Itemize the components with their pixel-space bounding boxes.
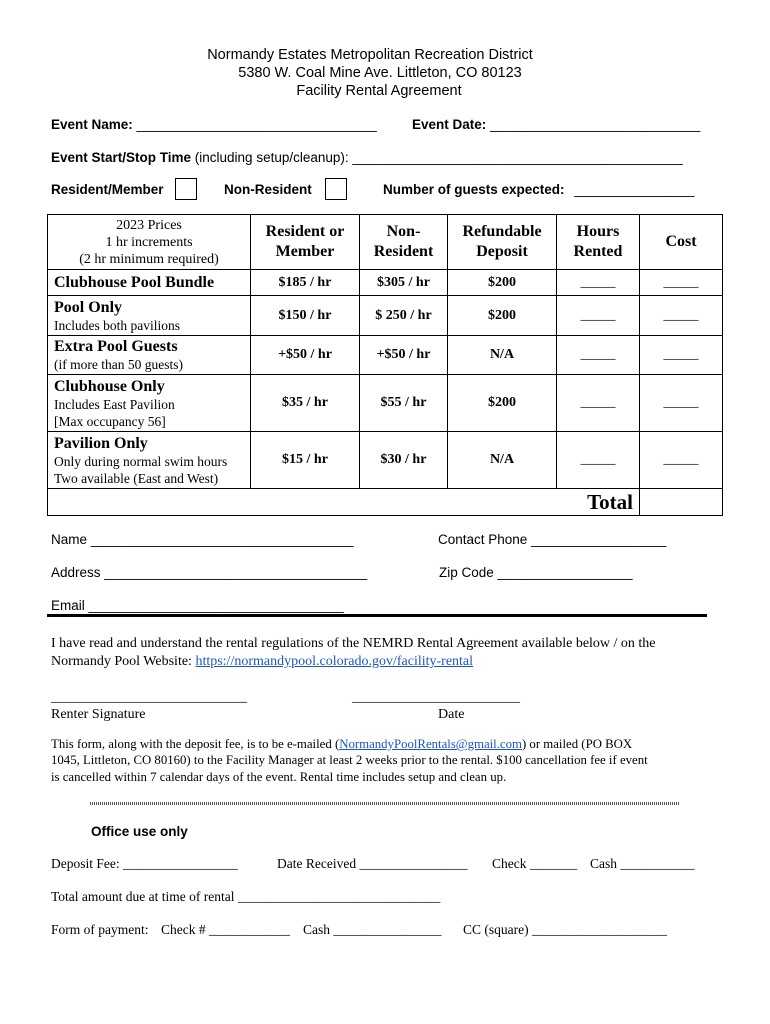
cost-header: Cost bbox=[640, 215, 723, 270]
package-note: (if more than 50 guests) bbox=[54, 357, 183, 372]
guests-field[interactable]: ________________ bbox=[574, 182, 695, 197]
phone-row bbox=[438, 532, 666, 547]
section-divider bbox=[47, 614, 707, 617]
zip-row bbox=[439, 565, 633, 580]
table-row bbox=[48, 375, 723, 432]
hours-field[interactable]: _____ bbox=[557, 375, 640, 432]
package-note: Includes both pavilions bbox=[54, 317, 180, 333]
nonresident-header: Non-Resident bbox=[360, 215, 448, 270]
signature-label: Renter Signature bbox=[51, 707, 146, 722]
nonresident-price: $30 / hr bbox=[360, 432, 448, 489]
hours-field[interactable]: _____ bbox=[557, 432, 640, 489]
signature-field[interactable]: ____________________________ bbox=[51, 690, 247, 705]
rental-email-link[interactable]: NormandyPoolRentals@gmail.com bbox=[339, 737, 522, 751]
nonresident-checkbox[interactable] bbox=[325, 178, 347, 200]
resident-price: +$50 / hr bbox=[251, 336, 360, 375]
email-row bbox=[51, 598, 344, 613]
cost-field[interactable]: _____ bbox=[640, 336, 723, 375]
resident-label: Resident/Member bbox=[51, 182, 164, 197]
agreement-text: I have read and understand the rental regulations of the NEMRD Rental Agreement available below / on the bbox=[51, 636, 656, 651]
nonresident-price: $305 / hr bbox=[360, 270, 448, 296]
deposit-value: N/A bbox=[448, 336, 557, 375]
total-row bbox=[48, 489, 723, 516]
event-time-note: (including setup/cleanup): bbox=[191, 150, 349, 165]
name-row bbox=[51, 532, 354, 547]
nonresident-price: +$50 / hr bbox=[360, 336, 448, 375]
event-name-field[interactable]: ________________________________ bbox=[136, 117, 377, 132]
agreement-website-label: Normandy Pool Website: bbox=[51, 654, 196, 669]
dotted-divider bbox=[90, 802, 680, 805]
org-name: Normandy Estates Metropolitan Recreation District bbox=[207, 47, 533, 63]
address-label: Address bbox=[51, 565, 101, 580]
signature-date-label: Date bbox=[438, 707, 465, 722]
hours-field[interactable]: _____ bbox=[557, 296, 640, 336]
deposit-value: $200 bbox=[448, 375, 557, 432]
facility-rental-link[interactable]: https://normandypool.colorado.gov/facility-rental bbox=[195, 654, 474, 669]
table-row bbox=[48, 270, 723, 296]
resident-checkbox[interactable] bbox=[175, 178, 197, 200]
zip-label: Zip Code bbox=[439, 565, 494, 580]
payment-cc-field[interactable]: CC (square) ____________________ bbox=[463, 922, 667, 937]
deposit-value: $200 bbox=[448, 296, 557, 336]
deposit-value: N/A bbox=[448, 432, 557, 489]
hours-field[interactable]: _____ bbox=[557, 270, 640, 296]
event-date-label: Event Date: bbox=[412, 117, 487, 132]
hours-header: Hours Rented bbox=[557, 215, 640, 270]
table-row bbox=[48, 336, 723, 375]
nonresident-price: $ 250 / hr bbox=[360, 296, 448, 336]
payment-check-field[interactable]: Check # ____________ bbox=[161, 922, 290, 937]
package-name: Pavilion Only bbox=[54, 434, 148, 452]
payment-cash-field[interactable]: Cash ________________ bbox=[303, 922, 442, 937]
cost-field[interactable]: _____ bbox=[640, 270, 723, 296]
total-field[interactable] bbox=[640, 489, 723, 516]
package-note: Includes East Pavilion bbox=[54, 396, 175, 412]
package-name: Clubhouse Pool Bundle bbox=[54, 274, 215, 291]
resident-header: Resident or Member bbox=[251, 215, 360, 270]
prices-header bbox=[48, 215, 251, 270]
event-time-row bbox=[51, 150, 683, 165]
phone-field[interactable]: __________________ bbox=[531, 532, 667, 547]
deposit-header: Refundable Deposit bbox=[448, 215, 557, 270]
cost-field[interactable]: _____ bbox=[640, 432, 723, 489]
nonresident-label: Non-Resident bbox=[224, 182, 312, 197]
cost-field[interactable]: _____ bbox=[640, 296, 723, 336]
agreement-website-row bbox=[51, 654, 473, 670]
name-field[interactable]: ___________________________________ bbox=[90, 532, 354, 547]
event-name-label: Event Name: bbox=[51, 117, 133, 132]
cost-field[interactable]: _____ bbox=[640, 375, 723, 432]
price-table bbox=[47, 214, 723, 516]
date-received-field[interactable]: Date Received ________________ bbox=[277, 856, 468, 871]
resident-price: $150 / hr bbox=[251, 296, 360, 336]
table-header-row bbox=[48, 215, 723, 270]
resident-price: $15 / hr bbox=[251, 432, 360, 489]
package-name: Pool Only bbox=[54, 298, 123, 316]
total-label: Total bbox=[48, 489, 640, 516]
office-use-title: Office use only bbox=[91, 824, 188, 839]
instructions-text: This form, along with the deposit fee, is to be e-mailed ( bbox=[51, 737, 340, 751]
email-label: Email bbox=[51, 598, 85, 613]
event-time-label: Event Start/Stop Time bbox=[51, 150, 192, 165]
prices-minimum: (2 hr minimum required) bbox=[79, 251, 219, 267]
package-name: Extra Pool Guests bbox=[54, 338, 178, 355]
email-field[interactable]: __________________________________ bbox=[88, 598, 344, 613]
phone-label: Contact Phone bbox=[438, 532, 528, 547]
payment-label: Form of payment: bbox=[51, 922, 149, 937]
office-cash-field[interactable]: Cash ___________ bbox=[590, 856, 695, 871]
total-due-field[interactable]: Total amount due at time of rental ______________________________ bbox=[51, 889, 441, 904]
hours-field[interactable]: _____ bbox=[557, 336, 640, 375]
nonresident-price: $55 / hr bbox=[360, 375, 448, 432]
prices-year: 2023 Prices bbox=[116, 217, 182, 233]
doc-title: Facility Rental Agreement bbox=[296, 83, 462, 99]
prices-increments: 1 hr increments bbox=[105, 234, 193, 250]
instructions-line-3: is cancelled within 7 calendar days of the event. Rental time includes setup and clean up. bbox=[51, 770, 507, 784]
event-date-field[interactable]: ____________________________ bbox=[490, 117, 701, 132]
office-check-field[interactable]: Check _______ bbox=[492, 856, 578, 871]
guests-label: Number of guests expected: bbox=[383, 182, 565, 197]
package-note: [Max occupancy 56] bbox=[54, 413, 166, 429]
package-name: Clubhouse Only bbox=[54, 377, 165, 395]
signature-date-field[interactable]: ________________________ bbox=[352, 690, 520, 705]
event-date-row bbox=[412, 117, 700, 132]
org-address: 5380 W. Coal Mine Ave. Littleton, CO 80123 bbox=[238, 65, 522, 81]
package-note: Only during normal swim hours bbox=[54, 453, 228, 469]
table-row bbox=[48, 296, 723, 336]
resident-price: $35 / hr bbox=[251, 375, 360, 432]
instructions-line-2: 1045, Littleton, CO 80160) to the Facility Manager at least 2 weeks prior to the rental. $100 cancellation fee if event bbox=[51, 753, 648, 767]
address-field[interactable]: ___________________________________ bbox=[104, 565, 368, 580]
resident-price: $185 / hr bbox=[251, 270, 360, 296]
table-row bbox=[48, 432, 723, 489]
address-row bbox=[51, 565, 367, 580]
deposit-value: $200 bbox=[448, 270, 557, 296]
deposit-fee-field[interactable]: Deposit Fee: _________________ bbox=[51, 856, 238, 871]
package-note: Two available (East and West) bbox=[54, 470, 219, 486]
event-time-field[interactable]: ____________________________________________ bbox=[352, 150, 683, 165]
zip-field[interactable]: __________________ bbox=[497, 565, 633, 580]
name-label: Name bbox=[51, 532, 88, 547]
instructions-line-1 bbox=[51, 737, 632, 752]
guests-row bbox=[383, 182, 694, 197]
instructions-text: ) or mailed (PO BOX bbox=[521, 737, 633, 751]
event-name-row bbox=[51, 117, 377, 132]
